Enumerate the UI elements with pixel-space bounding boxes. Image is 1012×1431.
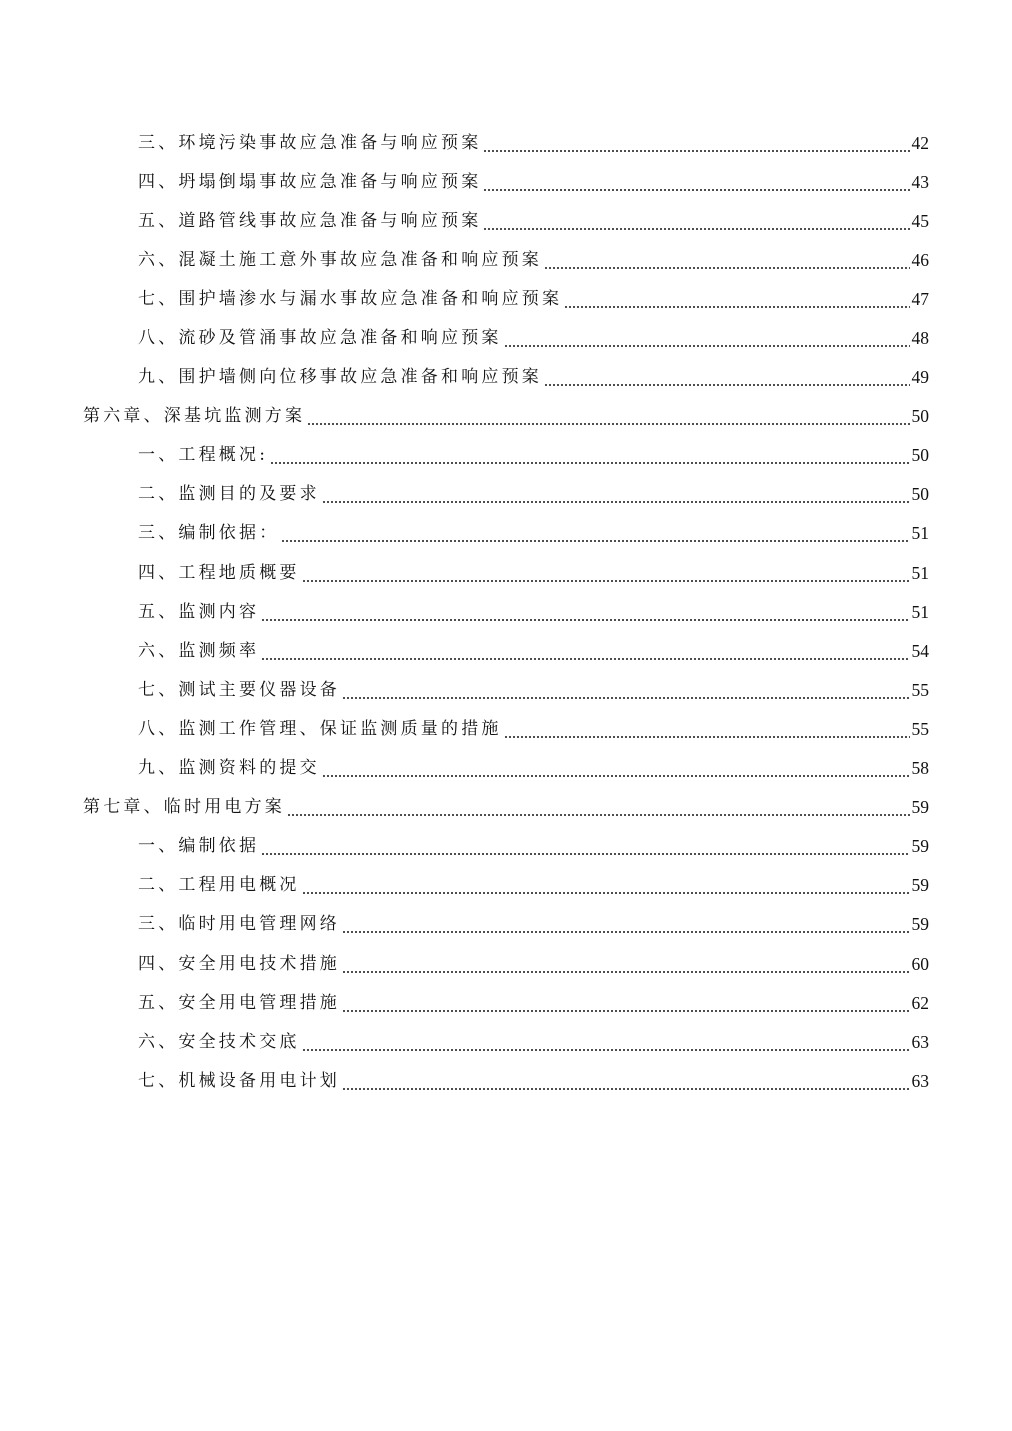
toc-entry-title: 七、围护墙渗水与漏水事故应急准备和响应预案 (138, 288, 563, 309)
toc-entry-title: 九、围护墙侧向位移事故应急准备和响应预案 (138, 367, 542, 388)
toc-section-entry[interactable] (0, 358, 1012, 397)
toc-page-number: 50 (911, 445, 929, 466)
toc-page-number: 60 (911, 953, 929, 974)
toc-entry-title: 五、道路管线事故应急准备与响应预案 (138, 210, 482, 231)
toc-section-entry[interactable] (0, 279, 1012, 318)
toc-page-number: 59 (911, 797, 929, 818)
toc-entry-title: 六、监测频率 (138, 640, 260, 661)
toc-entry-title: 二、监测目的及要求 (138, 484, 320, 505)
toc-section-entry[interactable] (0, 123, 1012, 162)
toc-section-entry[interactable] (0, 592, 1012, 631)
toc-dot-leader (307, 405, 909, 427)
toc-page-number: 49 (911, 367, 929, 388)
toc-dot-leader (342, 1070, 910, 1092)
toc-page-number: 59 (911, 875, 929, 896)
toc-page-number: 59 (911, 914, 929, 935)
toc-page-number: 47 (911, 288, 929, 309)
toc-dot-leader (483, 171, 909, 193)
toc-dot-leader (261, 835, 909, 857)
toc-entry-title: 五、安全用电管理措施 (138, 992, 340, 1013)
toc-entry-title: 七、测试主要仪器设备 (138, 679, 340, 700)
toc-page-number: 43 (911, 171, 929, 192)
toc-page-number: 48 (911, 328, 929, 349)
toc-dot-leader (342, 953, 910, 975)
toc-entry-title: 八、监测工作管理、保证监测质量的措施 (138, 718, 502, 739)
toc-page-number: 58 (911, 758, 929, 779)
toc-section-entry[interactable] (0, 1061, 1012, 1100)
toc-dot-leader (302, 1031, 910, 1053)
toc-page-number: 55 (911, 718, 929, 739)
toc-page-number: 45 (911, 210, 929, 231)
toc-dot-leader (270, 444, 909, 466)
toc-page-number: 51 (911, 562, 929, 583)
toc-section-entry[interactable] (0, 905, 1012, 944)
toc-dot-leader (322, 483, 910, 505)
toc-dot-leader (504, 718, 910, 740)
toc-page-number: 54 (911, 640, 929, 661)
toc-entry-title: 四、工程地质概要 (138, 562, 300, 583)
toc-entry-title: 六、安全技术交底 (138, 1031, 300, 1052)
toc-entry-title: 三、临时用电管理网络 (138, 914, 340, 935)
toc-page-number: 50 (911, 406, 929, 427)
toc-chapter-entry[interactable] (0, 788, 1012, 827)
toc-page-number: 42 (911, 132, 929, 153)
toc-entry-title: 四、坍塌倒塌事故应急准备与响应预案 (138, 171, 482, 192)
toc-page-number: 51 (911, 523, 929, 544)
toc-dot-leader (483, 210, 909, 232)
toc-dot-leader (322, 757, 910, 779)
toc-dot-leader (564, 288, 909, 310)
toc-section-entry[interactable] (0, 827, 1012, 866)
toc-page-number: 63 (911, 1031, 929, 1052)
toc-section-entry[interactable] (0, 1022, 1012, 1061)
toc-dot-leader (544, 249, 910, 271)
toc-entry-title: 三、环境污染事故应急准备与响应预案 (138, 132, 482, 153)
toc-dot-leader (261, 601, 909, 623)
toc-section-entry[interactable] (0, 475, 1012, 514)
toc-section-entry[interactable] (0, 514, 1012, 553)
toc-section-entry[interactable] (0, 866, 1012, 905)
toc-section-entry[interactable] (0, 709, 1012, 748)
toc-dot-leader (261, 640, 909, 662)
toc-section-entry[interactable] (0, 436, 1012, 475)
toc-section-entry[interactable] (0, 670, 1012, 709)
toc-entry-title: 四、安全用电技术措施 (138, 953, 340, 974)
toc-dot-leader (342, 992, 910, 1014)
toc-page-number: 63 (911, 1070, 929, 1091)
toc-dot-leader (504, 327, 910, 349)
toc-entry-title: 九、监测资料的提交 (138, 758, 320, 779)
toc-section-entry[interactable] (0, 749, 1012, 788)
toc-page-number: 50 (911, 484, 929, 505)
toc-section-entry[interactable] (0, 201, 1012, 240)
toc-entry-title: 五、监测内容 (138, 601, 260, 622)
toc-entry-title: 一、编制依据 (138, 836, 260, 857)
toc-section-entry[interactable] (0, 162, 1012, 201)
toc-page-number: 55 (911, 679, 929, 700)
toc-dot-leader (483, 132, 909, 154)
toc-entry-title: 一、工程概况: (138, 445, 269, 466)
toc-entry-title: 六、混凝土施工意外事故应急准备和响应预案 (138, 249, 542, 270)
toc-section-entry[interactable] (0, 944, 1012, 983)
toc-chapter-entry[interactable] (0, 397, 1012, 436)
toc-dot-leader (544, 366, 910, 388)
toc-dot-leader (302, 562, 910, 584)
toc-page-number: 59 (911, 836, 929, 857)
toc-dot-leader (287, 796, 910, 818)
toc-section-entry[interactable] (0, 631, 1012, 670)
toc-dot-leader (281, 522, 909, 544)
toc-section-entry[interactable] (0, 553, 1012, 592)
toc-entry-title: 三、编制依据： (138, 523, 280, 544)
toc-entry-title: 二、工程用电概况 (138, 875, 300, 896)
toc-dot-leader (342, 679, 910, 701)
toc-section-entry[interactable] (0, 240, 1012, 279)
toc-page-number: 51 (911, 601, 929, 622)
toc-entry-title: 第七章、临时用电方案 (83, 797, 285, 818)
toc-section-entry[interactable] (0, 318, 1012, 357)
table-of-contents (0, 123, 1012, 1100)
toc-entry-title: 第六章、深基坑监测方案 (83, 406, 306, 427)
toc-dot-leader (302, 874, 910, 896)
toc-page-number: 46 (911, 249, 929, 270)
toc-dot-leader (342, 913, 910, 935)
toc-entry-title: 七、机械设备用电计划 (138, 1070, 340, 1091)
toc-page-number: 62 (911, 992, 929, 1013)
toc-section-entry[interactable] (0, 983, 1012, 1022)
toc-entry-title: 八、流砂及管涌事故应急准备和响应预案 (138, 328, 502, 349)
